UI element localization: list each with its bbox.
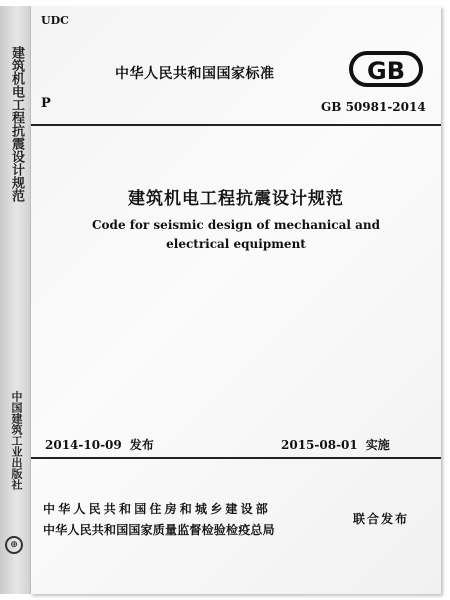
- title-chinese: 建筑机电工程抗震设计规范: [128, 189, 344, 209]
- title-english-line-1: Code for seismic design of mechanical and: [92, 218, 380, 232]
- gb-logo-text: GB: [367, 57, 405, 85]
- standard-type: 中华人民共和国国家标准: [115, 66, 275, 82]
- issue-info: [45, 436, 154, 453]
- gb-logo-icon: [349, 50, 423, 88]
- spine-publisher: 中国建筑工业出版社: [10, 391, 23, 490]
- issue-label: 发布: [129, 438, 154, 452]
- joint-issue-label: 联合发布: [353, 512, 410, 526]
- implementation-date: 2015-08-01: [281, 438, 358, 452]
- implementation-info: [281, 436, 390, 453]
- standard-number: GB 50981-2014: [321, 100, 426, 114]
- book-spine: [0, 6, 31, 594]
- implementation-label: 实施: [365, 438, 390, 452]
- title-english-line-2: electrical equipment: [166, 237, 306, 251]
- top-divider: [31, 124, 441, 126]
- issuer-aqsiq: 中华人民共和国国家质量监督检验检疫总局: [43, 523, 275, 537]
- bottom-divider: [31, 457, 441, 459]
- publisher-logo-icon: ⊕: [5, 536, 23, 554]
- spine-title: 建筑机电工程抗震设计规范: [9, 46, 24, 202]
- classification-code: P: [41, 96, 51, 111]
- title-english: [31, 216, 441, 254]
- front-cover: [30, 6, 441, 594]
- issue-date: 2014-10-09: [45, 438, 122, 452]
- issuer-ministry: 中华人民共和国住房和城乡建设部: [43, 502, 272, 516]
- udc-label: UDC: [41, 14, 69, 27]
